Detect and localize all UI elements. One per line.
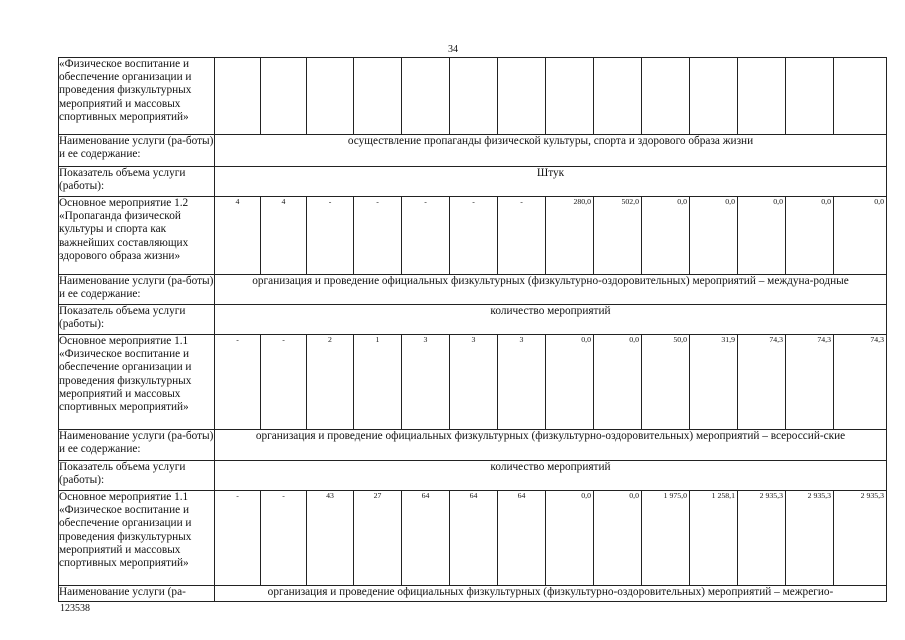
value-cell: - <box>261 335 307 430</box>
indicator-row <box>59 305 887 335</box>
event-label: Основное мероприятие 1.1 «Физическое воспитание и обеспечение организации и проведения физкультурных мероприятий и массовых спортивных мероприятий» <box>59 335 215 430</box>
event-row <box>59 197 887 275</box>
value-cell: 0,0 <box>834 197 887 275</box>
value-cell: 74,3 <box>738 335 786 430</box>
page-number: 34 <box>448 44 458 55</box>
value-cell: 64 <box>498 491 546 586</box>
value-cell <box>642 58 690 135</box>
indicator-unit: количество мероприятий <box>215 461 887 491</box>
value-cell: - <box>354 197 402 275</box>
value-cell: 0,0 <box>546 335 594 430</box>
service-description: организация и проведение официальных физкультурных (физкультурно-оздоровительных) мероприятий – межрегио- <box>215 586 887 602</box>
value-cell: 64 <box>402 491 450 586</box>
value-cell: 0,0 <box>738 197 786 275</box>
value-cell: 1 975,0 <box>642 491 690 586</box>
value-cell: 3 <box>498 335 546 430</box>
value-cell <box>738 58 786 135</box>
value-cell: 2 935,3 <box>834 491 887 586</box>
value-cell: 0,0 <box>642 197 690 275</box>
value-cell: 3 <box>402 335 450 430</box>
value-cell: 0,0 <box>594 335 642 430</box>
value-cell: 502,0 <box>594 197 642 275</box>
indicator-row <box>59 461 887 491</box>
value-cell: 2 935,3 <box>738 491 786 586</box>
indicator-label: Показатель объема услуги (работы): <box>59 305 215 335</box>
value-cell: 3 <box>450 335 498 430</box>
state-task-table <box>58 57 887 602</box>
indicator-unit: Штук <box>215 167 887 197</box>
value-cell: - <box>261 491 307 586</box>
value-cell: 74,3 <box>786 335 834 430</box>
document-code: 123538 <box>60 603 90 614</box>
service-label: Наименование услуги (ра-боты) и ее содержание: <box>59 135 215 167</box>
value-cell <box>261 58 307 135</box>
value-cell <box>402 58 450 135</box>
indicator-label: Показатель объема услуги (работы): <box>59 167 215 197</box>
value-cell: - <box>450 197 498 275</box>
value-cell: 0,0 <box>690 197 738 275</box>
event-label: Основное мероприятие 1.1 «Физическое воспитание и обеспечение организации и проведения физкультурных мероприятий и массовых спортивных мероприятий» <box>59 491 215 586</box>
service-row <box>59 275 887 305</box>
value-cell: 1 <box>354 335 402 430</box>
value-cell: - <box>307 197 354 275</box>
event-row <box>59 491 887 586</box>
service-row <box>59 586 887 602</box>
value-cell: 0,0 <box>546 491 594 586</box>
value-cell: 31,9 <box>690 335 738 430</box>
value-cell: 64 <box>450 491 498 586</box>
value-cell: 0,0 <box>594 491 642 586</box>
value-cell: - <box>215 491 261 586</box>
service-label: Наименование услуги (ра-боты) и ее содержание: <box>59 430 215 461</box>
value-cell: - <box>215 335 261 430</box>
indicator-unit: количество мероприятий <box>215 305 887 335</box>
value-cell: 1 258,1 <box>690 491 738 586</box>
value-cell: 50,0 <box>642 335 690 430</box>
value-cell: 0,0 <box>786 197 834 275</box>
service-description: осуществление пропаганды физической культуры, спорта и здорового образа жизни <box>215 135 887 167</box>
service-label: Наименование услуги (ра-боты) и ее содержание: <box>59 275 215 305</box>
service-label: Наименование услуги (ра- <box>59 586 215 602</box>
value-cell <box>307 58 354 135</box>
value-cell <box>834 58 887 135</box>
value-cell <box>498 58 546 135</box>
value-cell <box>215 58 261 135</box>
event-row <box>59 58 887 135</box>
event-label: «Физическое воспитание и обеспечение организации и проведения физкультурных мероприятий и массовых спортивных мероприятий» <box>59 58 215 135</box>
event-label: Основное мероприятие 1.2 «Пропаганда физической культуры и спорта как важнейших составляющих здорового образа жизни» <box>59 197 215 275</box>
event-row <box>59 335 887 430</box>
value-cell: 4 <box>215 197 261 275</box>
value-cell: 27 <box>354 491 402 586</box>
service-description: организация и проведение официальных физкультурных (физкультурно-оздоровительных) мероприятий – междуна-родные <box>215 275 887 305</box>
service-row <box>59 430 887 461</box>
value-cell: 43 <box>307 491 354 586</box>
value-cell: 2 <box>307 335 354 430</box>
indicator-row <box>59 167 887 197</box>
value-cell: - <box>402 197 450 275</box>
value-cell <box>354 58 402 135</box>
value-cell <box>690 58 738 135</box>
value-cell <box>450 58 498 135</box>
value-cell <box>786 58 834 135</box>
service-row <box>59 135 887 167</box>
value-cell: 280,0 <box>546 197 594 275</box>
value-cell: 74,3 <box>834 335 887 430</box>
table-body <box>59 58 887 602</box>
indicator-label: Показатель объема услуги (работы): <box>59 461 215 491</box>
value-cell: - <box>498 197 546 275</box>
value-cell: 4 <box>261 197 307 275</box>
service-description: организация и проведение официальных физкультурных (физкультурно-оздоровительных) мероприятий – всероссий-ские <box>215 430 887 461</box>
value-cell <box>546 58 594 135</box>
value-cell: 2 935,3 <box>786 491 834 586</box>
value-cell <box>594 58 642 135</box>
